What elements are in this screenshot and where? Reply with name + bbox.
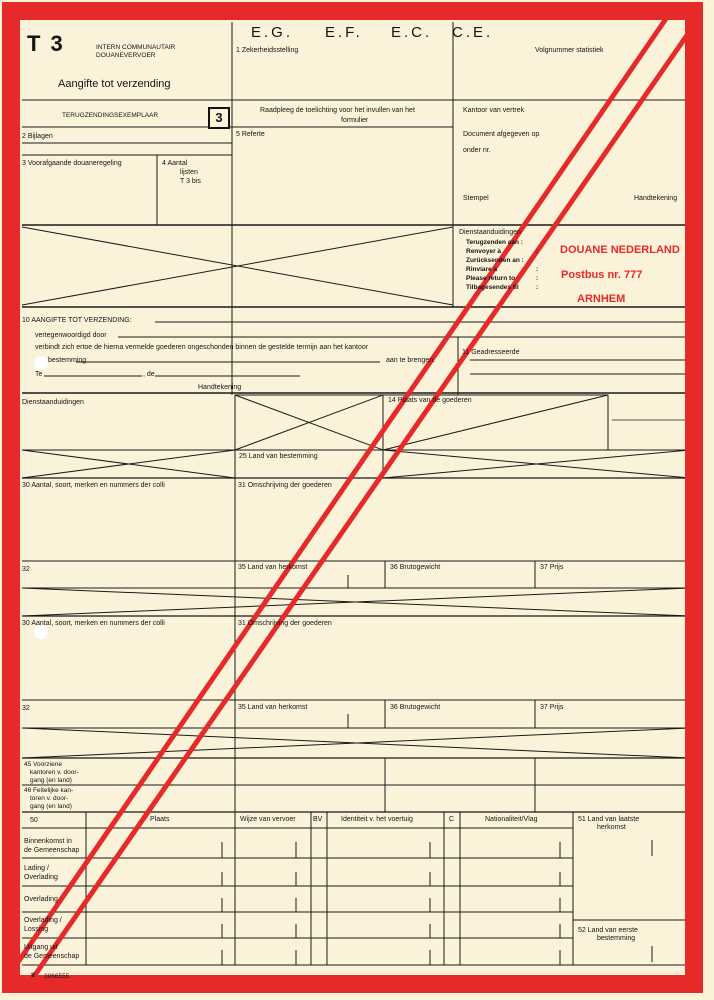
country-destination-label: 25 Land van bestemming <box>239 453 318 460</box>
num-lists-label: 4 Aantal <box>162 160 188 167</box>
punch-hole <box>34 356 48 370</box>
origin-country-label: 35 Land van herkomst <box>238 564 308 571</box>
planned-offices-label: 45 Voorziene <box>24 761 62 768</box>
row-label: de Gemeenschap <box>24 953 80 960</box>
gross-weight-label: 36 Brutogewicht <box>390 704 441 711</box>
num-lists-label: T 3 bis <box>180 178 201 185</box>
consult-note: formulier <box>341 117 369 124</box>
red-diagonal-stripe <box>28 28 692 985</box>
stamp-line: Postbus nr. 777 <box>561 269 643 281</box>
return-label: Terugzenden aan : <box>466 239 523 246</box>
return-label: Please return to <box>466 275 516 282</box>
reference-label: 5 Referte <box>236 131 265 138</box>
crown-icon: ♛ <box>30 972 36 979</box>
community-label: INTERN COMMUNAUTAIR <box>96 44 176 51</box>
country-code: E.F. <box>325 24 363 41</box>
addressee-label: 11 Geadresseerde <box>462 349 520 356</box>
security-field-label: 1 Zekerheidsstelling <box>236 47 299 54</box>
actual-offices-label: gang (en land) <box>30 803 72 810</box>
destination-label: bestemming <box>48 357 87 364</box>
row-label: de Gemeenschap <box>24 847 80 854</box>
column-header: Wijze van vervoer <box>240 816 296 823</box>
return-label: Tilbagesendes til <box>466 284 519 291</box>
country-code: C.E. <box>452 24 494 41</box>
stat-number-label: Volgnummer statistiek <box>535 47 604 54</box>
declaration-signature-label: Handtekening <box>198 384 242 391</box>
document-number-label: onder nr. <box>463 147 491 154</box>
return-label: Rinviare a <box>466 266 498 273</box>
previous-regime-label: 3 Voorafgaande douaneregeling <box>22 160 122 167</box>
colon: : <box>536 284 539 291</box>
row-label: Binnenkomst in <box>24 838 72 845</box>
colon: : <box>536 275 539 282</box>
declaration-heading: 10 AANGIFTE TOT VERZENDING: <box>22 317 132 324</box>
country-code: E.G. <box>251 24 294 41</box>
office-departure-label: Kantoor van vertrek <box>463 107 525 114</box>
row-label: Overlading <box>24 874 58 881</box>
first-destination-label: 52 Land van eerste <box>578 927 638 934</box>
represented-label: vertegenwoordigd door <box>35 332 107 339</box>
row-label: Lossing <box>24 926 49 933</box>
red-border <box>11 11 694 984</box>
field-32-label: 32 <box>22 705 30 712</box>
form-title: T 3 <box>27 31 65 56</box>
place-label: Te <box>35 371 43 378</box>
column-header: C <box>449 816 455 823</box>
date-label: , de <box>143 371 155 378</box>
service-label: Dienstaanduidingen <box>459 229 521 236</box>
return-label: Zurücksenden an : <box>466 257 524 264</box>
last-origin-label: 51 Land van laatste <box>578 816 640 823</box>
copy-label: TERUGZENDINGSEXEMPLAAR <box>62 112 159 119</box>
return-label: Renvoyer à <box>466 248 502 255</box>
column-header: Plaats <box>150 816 170 823</box>
document-label: Document afgegeven op <box>463 131 540 138</box>
serial-number: 3066555 <box>44 973 70 980</box>
signature-label: Handtekening <box>634 195 678 202</box>
description-label: 31 Omschrijving der goederen <box>238 620 332 627</box>
gross-weight-label: 36 Brutogewicht <box>390 564 441 571</box>
num-lists-label: lijsten <box>180 169 198 176</box>
field-50-label: 50 <box>30 817 38 824</box>
commitment-text: verbindt zich ertoe de hierna vermelde goederen ongeschonden binnen de gestelde termijn aan het kantoor <box>35 344 369 351</box>
stamp-line: ARNHEM <box>577 293 626 305</box>
row-label: Uitgang uit <box>24 944 58 951</box>
colon: : <box>536 266 539 273</box>
price-label: 37 Prijs <box>540 704 564 711</box>
first-destination-label: bestemming <box>597 935 636 942</box>
actual-offices-label: toren v. door- <box>30 795 69 802</box>
planned-offices-label: kantoren v. door- <box>30 769 79 776</box>
row-label: Overlading / <box>24 917 62 924</box>
transport-label: DOUANEVERVOER <box>96 52 156 59</box>
field-32-label: 32 <box>22 566 30 573</box>
stamp-label: Stempel <box>463 195 489 202</box>
actual-offices-label: 46 Feitelijke kan- <box>24 787 74 794</box>
place-goods-label: 14 Plaats van de goederen <box>388 397 472 404</box>
copy-number-box: 3 <box>208 107 230 129</box>
consult-note: Raadpleeg de toelichting voor het invullen van het <box>260 107 415 114</box>
annexes-label: 2 Bijlagen <box>22 133 53 140</box>
price-label: 37 Prijs <box>540 564 564 571</box>
origin-country-label: 35 Land van herkomst <box>238 704 308 711</box>
packages-label: 30 Aantal, soort, merken en nummers der colli <box>22 620 165 627</box>
stamp-line: DOUANE NEDERLAND <box>560 244 680 256</box>
column-header: BV <box>313 816 323 823</box>
row-label: Lading / <box>24 865 49 872</box>
planned-offices-label: gang (en land) <box>30 777 72 784</box>
colon: : <box>536 248 539 255</box>
country-code: E.C. <box>391 24 433 41</box>
column-header: Nationaliteit/Vlag <box>485 816 538 823</box>
last-origin-label: herkomst <box>597 824 626 831</box>
column-header: Identiteit v. het voertuig <box>341 816 413 823</box>
description-label: 31 Omschrijving der goederen <box>238 482 332 489</box>
service-label: Dienstaanduidingen <box>22 399 84 406</box>
packages-label: 30 Aantal, soort, merken en nummers der colli <box>22 482 165 489</box>
form-subtitle: Aangifte tot verzending <box>58 78 171 90</box>
row-label: Overlading <box>24 896 58 903</box>
deliver-label: aan te brengen. <box>386 357 436 364</box>
